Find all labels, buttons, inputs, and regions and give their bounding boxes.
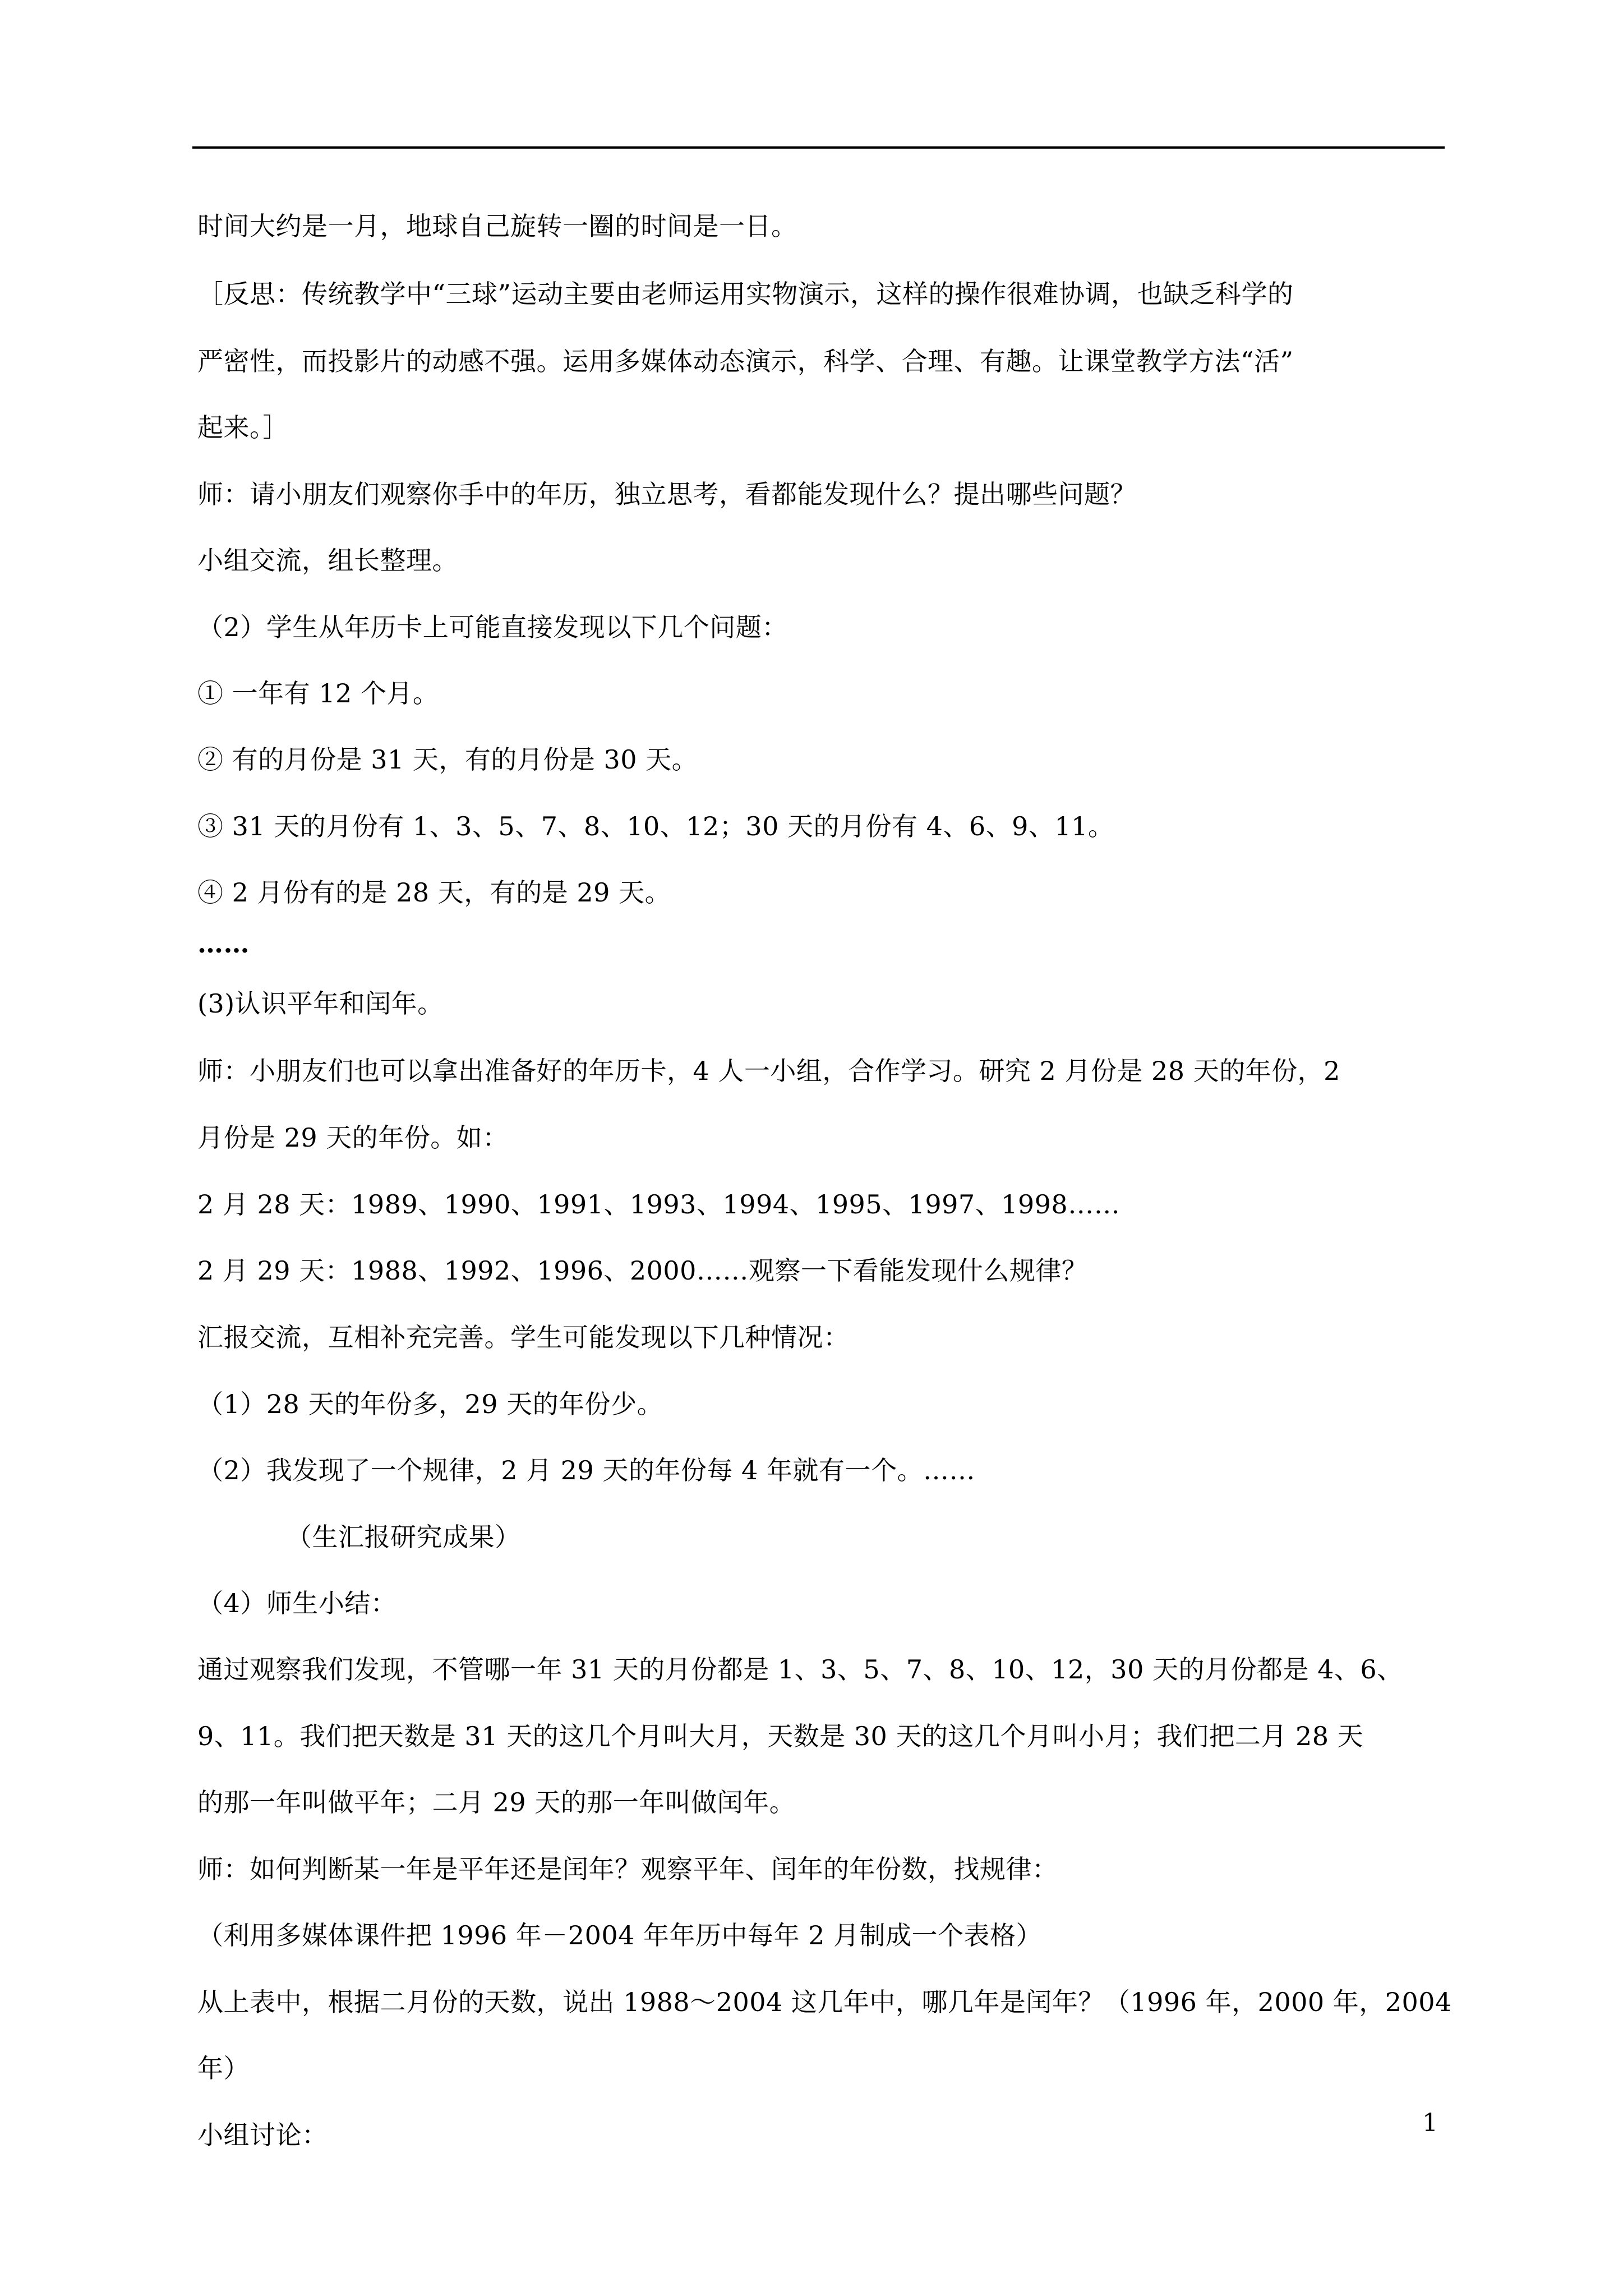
text-line-9: ② 有的月份是 31 天，有的月份是 30 天。 [197, 744, 698, 775]
text-line-24: 9、11。我们把天数是 31 天的这几个月叫大月，天数是 30 天的这几个月叫小月；我们把二月 28 天 [197, 1721, 1364, 1751]
text-line-11: ④ 2 月份有的是 28 天，有的是 29 天。 [197, 877, 671, 908]
text-line-15: 月份是 29 天的年份。如： [197, 1122, 509, 1153]
text-line-19: （1）28 天的年份多，29 天的年份少。 [197, 1389, 663, 1419]
text-line-17: 2 月 29 天：1988、1992、1996、2000……观察一下看能发现什么规律？ [197, 1255, 1088, 1286]
text-line-8: ① 一年有 12 个月。 [197, 678, 439, 708]
text-line-23: 通过观察我们发现，不管哪一年 31 天的月份都是 1、3、5、7、8、10、12，30 天的月份都是 4、6、 [197, 1654, 1403, 1685]
text-line-6: 小组交流，组长整理。 [197, 545, 458, 576]
text-line-10: ③ 31 天的月份有 1、3、5、7、8、10、12；30 天的月份有 4、6、9、11。 [197, 811, 1114, 841]
text-line-4: 起来。］ [197, 412, 289, 443]
text-line-25: 的那一年叫做平年；二月 29 天的那一年叫做闰年。 [197, 1787, 796, 1818]
text-line-2: ［反思：传统教学中“三球”运动主要由老师运用实物演示，这样的操作很难协调，也缺乏科学的 [197, 279, 1294, 309]
text-line-20: （2）我发现了一个规律，2 月 29 天的年份每 4 年就有一个。…… [197, 1455, 975, 1485]
text-line-29: 年） [197, 2053, 250, 2083]
text-line-22: （4）师生小结： [197, 1588, 397, 1618]
text-line-16: 2 月 28 天：1989、1990、1991、1993、1994、1995、1997、1998…… [197, 1189, 1121, 1220]
text-line-13: (3)认识平年和闰年。 [197, 988, 444, 1019]
text-line-21: （生汇报研究成果） [286, 1522, 521, 1552]
text-line-3: 严密性，而投影片的动感不强。运用多媒体动态演示，科学、合理、有趣。让课堂教学方法“活” [197, 346, 1294, 376]
text-line-28: 从上表中，根据二月份的天数，说出 1988～2004 这几年中，哪几年是闰年？（1996 年，2000 年，2004 [197, 1987, 1452, 2017]
text-line-18: 汇报交流，互相补充完善。学生可能发现以下几种情况： [197, 1322, 850, 1352]
text-line-30: 小组讨论： [197, 2120, 328, 2150]
text-line-26: 师：如何判断某一年是平年还是闰年？观察平年、闰年的年份数，找规律： [197, 1854, 1058, 1884]
page-number: 1 [1422, 2109, 1438, 2137]
text-line-5: 师：请小朋友们观察你手中的年历，独立思考，看都能发现什么？提出哪些问题？ [197, 479, 1136, 509]
ellipsis-line: …… [197, 928, 250, 959]
text-line-27: （利用多媒体课件把 1996 年－2004 年年历中每年 2 月制成一个表格） [197, 1920, 1043, 1950]
text-line-14: 师：小朋友们也可以拿出准备好的年历卡，4 人一小组，合作学习。研究 2 月份是 28 天的年份，2 [197, 1056, 1340, 1086]
header-rule [192, 146, 1445, 149]
text-line-1: 时间大约是一月，地球自己旋转一圈的时间是一日。 [197, 211, 797, 241]
text-line-7: （2）学生从年历卡上可能直接发现以下几个问题： [197, 612, 788, 642]
